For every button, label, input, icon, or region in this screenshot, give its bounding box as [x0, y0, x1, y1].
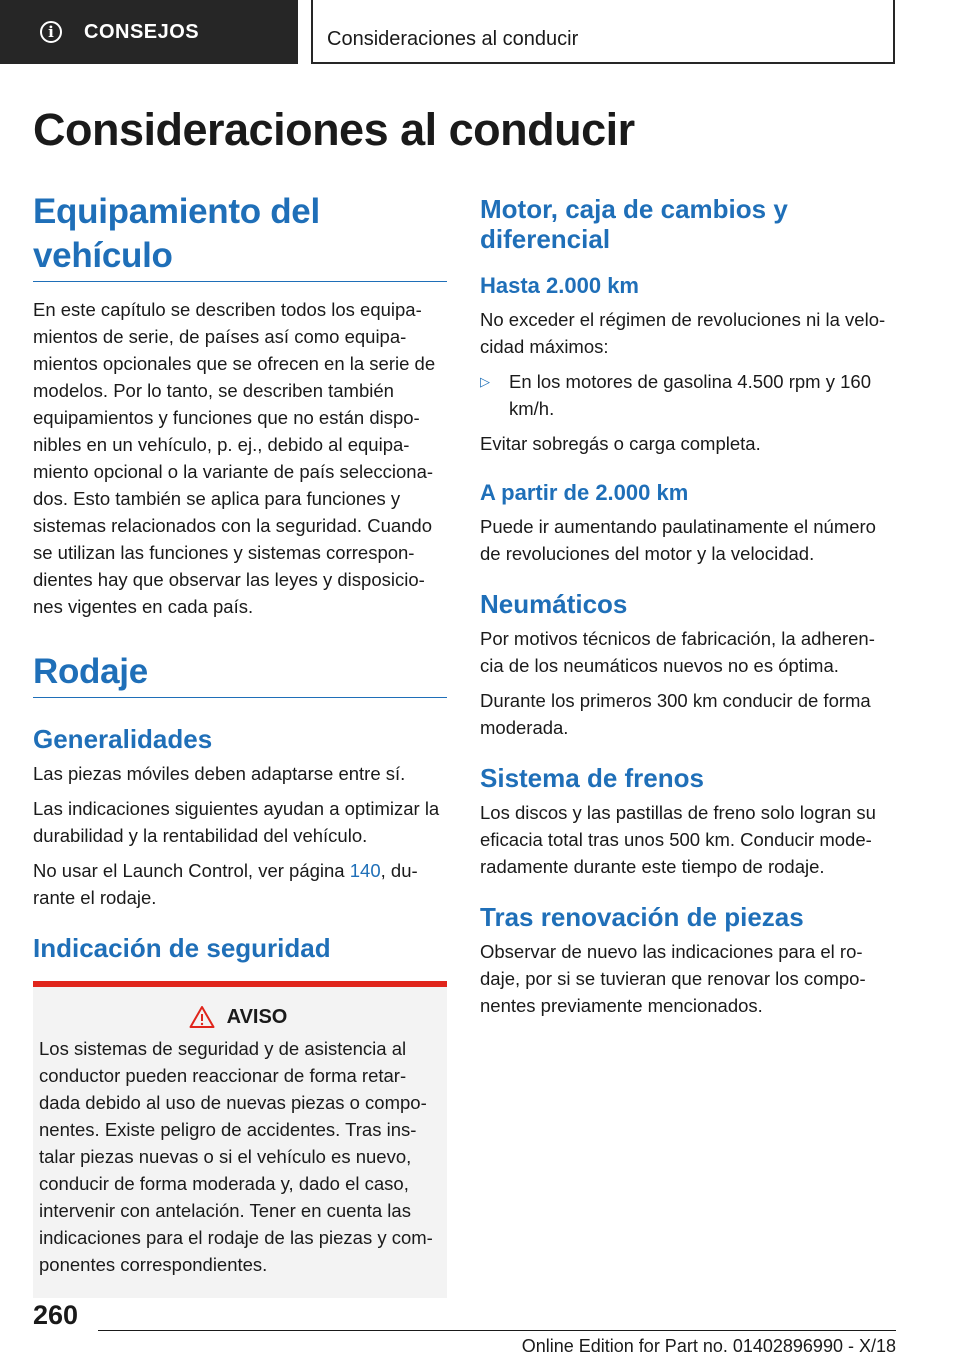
subsection-title-motor: Motor, caja de cambios y diferencial: [480, 194, 788, 254]
generalidades-p3-post: , du-rante el rodaje.: [33, 860, 418, 908]
equipamiento-text: En este capítulo se describen todos los equipa-mientos de serie, de países así como equipa-mientos opcionales que se ofrecen en la serie de modelos. Por lo tanto, se describen también equipamientos y funciones que no están dispo-nibles en un vehículo, p. ej., debido al equipa-miento opcional o la variante de país selecciona-dos. Esto también se aplica para funciones y sistemas relacionados con la seguridad. Cuando se utilizan las funciones y sistemas correspon-dientes hay que observar las leyes y disposicio-nes vigentes en cada país.: [33, 299, 436, 617]
info-icon: i: [40, 21, 62, 43]
section-title-rodaje: Rodaje: [33, 652, 148, 691]
page-title: Consideraciones al conducir: [33, 104, 635, 155]
header-tab-label: CONSEJOS: [84, 20, 200, 43]
generalidades-p3: [33, 857, 447, 911]
breadcrumb: Consideraciones al conducir: [311, 0, 895, 64]
warning-box: [33, 981, 447, 1298]
list-item: [480, 368, 896, 422]
subsection-title-apartir: A partir de 2.000 km: [480, 480, 689, 505]
page-link-140[interactable]: 140: [349, 860, 381, 881]
tras-text: Observar de nuevo las indicaciones para el ro-daje, por si se tuvieran que renovar los compo-nentes previamente mencionados.: [480, 941, 866, 1016]
warning-triangle-icon: [189, 1005, 215, 1029]
footer-edition: Online Edition for Part no. 01402896990 - X/18: [521, 1336, 896, 1356]
bullet-triangle-icon: ▷: [480, 374, 490, 389]
section-rule: [33, 697, 447, 698]
subsection-title-tras: Tras renovación de piezas: [480, 902, 804, 932]
neumaticos-p1: Por motivos técnicos de fabricación, la adheren-cia de los neumáticos nuevos no es óptima.: [480, 628, 875, 676]
frenos-text: Los discos y las pastillas de freno solo logran su eficacia total tras unos 500 km. Conducir mode-radamente durante este tiempo de rodaje.: [480, 802, 876, 877]
footer-rule: [98, 1330, 896, 1331]
neumaticos-p2: Durante los primeros 300 km conducir de forma moderada.: [480, 690, 871, 738]
hasta-text: No exceder el régimen de revoluciones ni la velo-cidad máximos:: [480, 309, 886, 357]
section-title-equipamiento: Equipamiento del vehículo: [33, 192, 320, 275]
left-column: [33, 190, 447, 1298]
subsection-title-neumaticos: Neumáticos: [480, 589, 628, 619]
bullet-text: En los motores de gasolina 4.500 rpm y 160 km/h.: [509, 371, 871, 419]
page-number: 260: [33, 1300, 79, 1330]
right-column: [480, 194, 896, 1027]
section-rule: [33, 281, 447, 282]
warning-text: Los sistemas de seguridad y de asistencia al conductor pueden reaccionar de forma retar-dada debido al uso de nuevas piezas o compo-nentes. Existe peligro de accidentes. Tras ins-talar piezas nuevas o si el vehículo es nuevo, conducir de forma moderada y, dado el caso, intervenir con antelación. Tener en cuenta las indicaciones para el rodaje de las piezas y com-ponentes correspondientes.: [39, 1038, 433, 1275]
header-tab[interactable]: [0, 0, 298, 64]
hasta-text-2: Evitar sobregás o carga completa.: [480, 433, 761, 454]
generalidades-p2: Las indicaciones siguientes ayudan a optimizar la durabilidad y la rentabilidad del vehículo.: [33, 798, 440, 846]
subsection-title-hasta: Hasta 2.000 km: [480, 273, 639, 298]
subsection-title-generalidades: Generalidades: [33, 724, 213, 754]
subsection-title-frenos: Sistema de frenos: [480, 763, 704, 793]
generalidades-p1: Las piezas móviles deben adaptarse entre sí.: [33, 763, 406, 784]
apartir-text: Puede ir aumentando paulatinamente el número de revoluciones del motor y la velocidad.: [480, 516, 876, 564]
warning-label: AVISO: [226, 1005, 288, 1028]
subsection-title-seguridad: Indicación de seguridad: [33, 933, 331, 963]
generalidades-p3-pre: No usar el Launch Control, ver página: [33, 860, 350, 881]
warning-header: [39, 1005, 437, 1029]
